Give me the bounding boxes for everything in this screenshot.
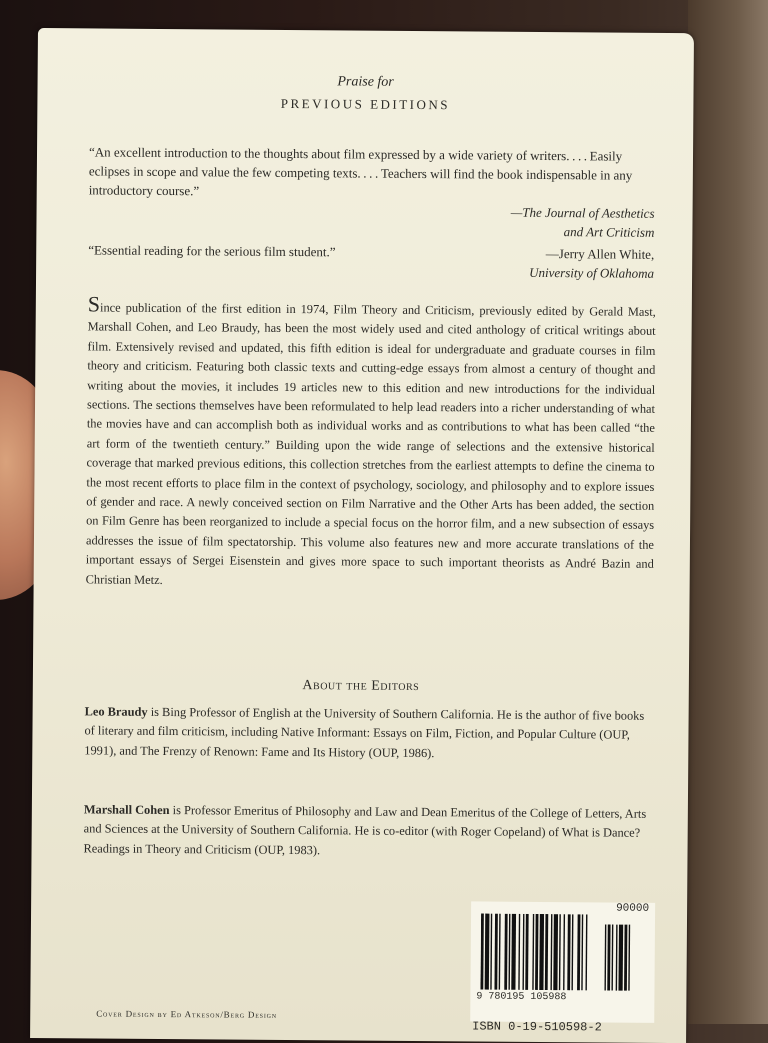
barcode-bar [490,914,492,990]
drop-cap: S [87,291,101,317]
editor-bio-text: is Professor Emeritus of Philosophy and Law and Dean Emeritus of the College of Letters, Arts and Sciences at the University of Southern California. He is co-editor (with Roger Copeland) of What is Dance? Readings in Theory and Criticism (OUP, 1983). [83,803,647,858]
barcode-bar [604,924,606,990]
barcode-number: 9 780195 105988 [476,991,567,1004]
background-surface [688,0,768,1024]
barcode-icon [480,914,647,993]
barcode-bar [499,914,501,990]
isbn: ISBN 0-19-510598-2 [472,1019,602,1035]
description-text: ince publication of the first edition in 1974, Film Theory and Criticism, previously edited by Gerald Mast, Marshall Cohen, and Leo Braudy, has been the most widely used and cited anthology of critical writings about film. Extensively revised and updated, this fifth edition is ideal for undergraduate and graduate courses in film theory and criticism. Featuring both classic texts and cutting-edge essays from almost a century of thought and writing about the movies, it includes 19 articles new to this edition and new introductions for the individual sections. The sections themselves have been reformulated to help lead readers into a richer understanding of what the movies have and can accomplish both as individual works and as contributions to what has been called “the art form of the twentieth century.” Building upon the wide range of selections and the extensive historical coverage that marked previous editions, this collection stretches from the earliest attempts to define the cinema to the most recent efforts to place film in the context of psychology, sociology, and philosophy and to explore issues of gender and race. A newly conceived section on Film Narrative and the Other Arts has been added, the section on Film Genre has been reorganized to include a special focus on the horror film, and a new subsection of essays addresses the issue of film spectatorship. This volume also features new and more accurate translations of the important essays of Sergei Eisenstein and gives more space to such important theorists as André Bazin and Christian Metz. [85,300,656,587]
editor-bio [84,702,652,765]
about-editors-title [33,676,689,697]
barcode-bar [508,914,510,990]
editor-bio [83,800,651,863]
barcode-bar [550,914,552,990]
barcode-bar [518,914,520,990]
quote-attribution: —The Journal of Aesthetics [510,204,655,221]
praise-for-label: Praise for [337,74,394,90]
barcode-bar [628,925,630,991]
barcode-bar [567,914,570,990]
editor-bio-text: is Bing Professor of English at the University of Southern California. He is the author of five books of literary and film criticism, including Native Informant: Essays on Film, Fiction, and Popular Culture (OUP, 1991), and The Frenzy of Renown: Fame and Its History (OUP, 1986). [84,704,645,760]
barcode-bar [504,914,507,990]
barcode-bar [522,914,524,990]
quote-attribution-line2: and Art Criticism [563,224,655,240]
barcode-bar [611,925,613,991]
price-code: 90000 [616,902,650,915]
barcode-bar [577,914,580,990]
barcode-bar [563,914,565,990]
barcode-bar [585,914,587,990]
barcode-bar [559,914,561,990]
barcode-bar [607,925,610,991]
cover-design-credit: Cover Design by Ed Atkeson/Berg Design [96,1008,277,1020]
quote-attribution-line2: University of Oklahoma [529,264,655,281]
editor-name: Leo Braudy [84,704,148,719]
barcode-bar [525,914,528,990]
barcode-bar [624,925,627,991]
barcode-bar [618,925,623,991]
about-editors-label: About the Editors [302,678,420,695]
review-quote [88,142,655,241]
barcode-bar [616,925,618,991]
barcode-bar [553,914,558,990]
barcode-bar [581,914,583,990]
editor-name: Marshall Cohen [83,802,170,818]
barcode-block [470,901,655,1022]
quote-text: “Essential reading for the serious film student.” [88,242,336,260]
barcode-bar [539,914,544,990]
book-back-cover [30,28,694,1043]
quote-attribution: —Jerry Allen White, [545,245,655,262]
barcode-bar [511,914,516,990]
barcode-bar [480,914,483,990]
barcode-bar [545,914,548,990]
barcode-bar [571,914,573,990]
review-quote [88,240,654,282]
quote-text: “An excellent introduction to the thoughts about film expressed by a wide variety of writers. . . . Easily eclipses in scope and value the few competing texts. . . . Teachers will find the book indispensable in any introductory course.” [88,144,633,199]
barcode-bar [535,914,538,990]
praise-title: PREVIOUS EDITIONS [280,95,451,113]
barcode-bar [532,914,534,990]
barcode-bar [494,914,497,990]
barcode-bar [485,914,490,990]
book-description [85,291,656,594]
